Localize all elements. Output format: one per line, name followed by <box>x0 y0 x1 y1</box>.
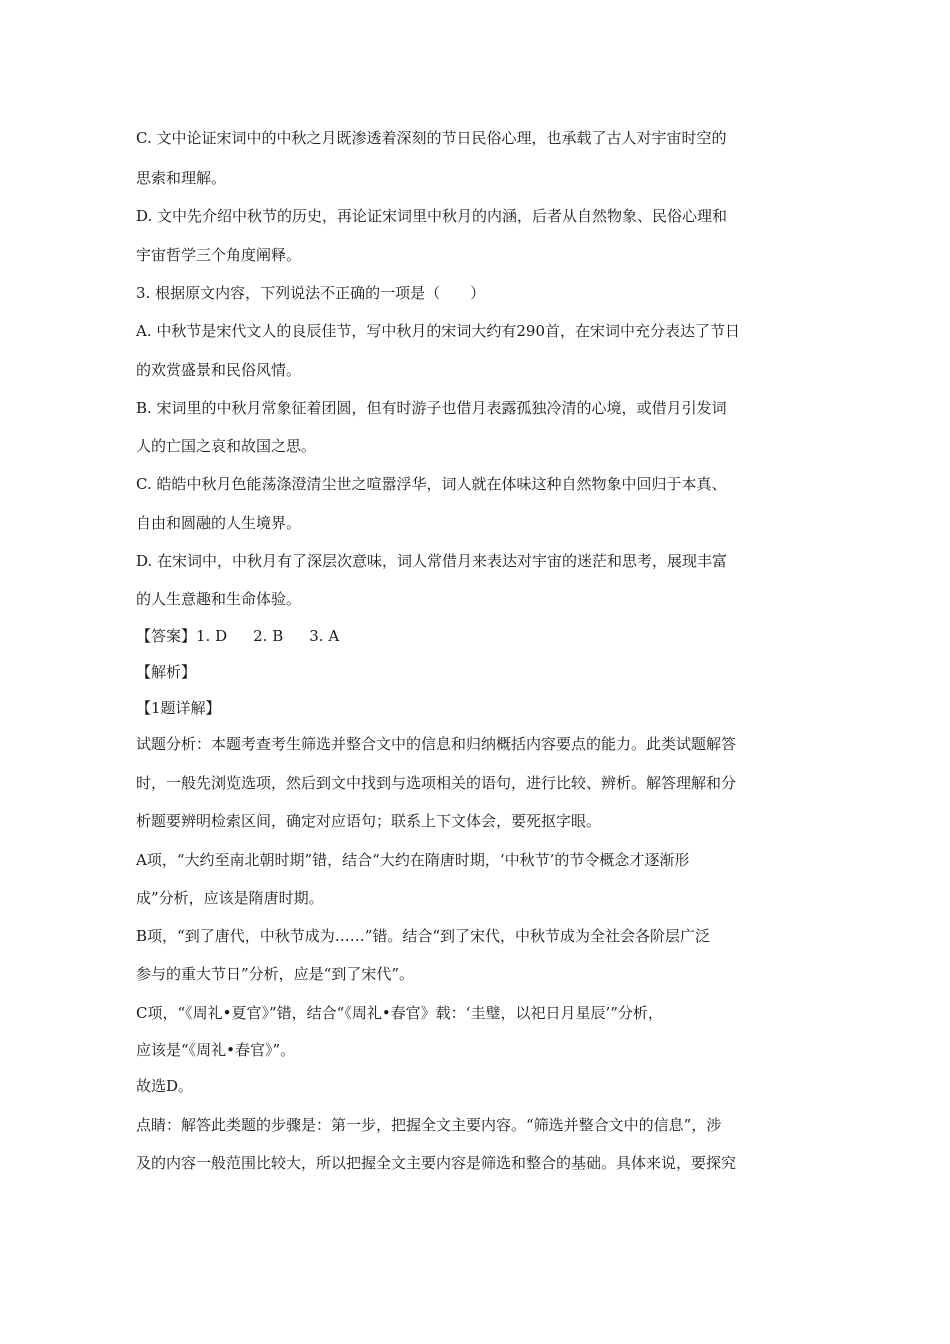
answer-3: 3. A <box>309 627 340 645</box>
q3-option-c-line-1: C. 皓皓中秋月色能荡涤澄清尘世之喧嚣浮华，词人就在体味这种自然物象中回归于本真、 <box>136 475 727 493</box>
item-a-line-2: 成”分析，应该是隋唐时期。 <box>136 889 324 907</box>
analysis-heading: 【解析】 <box>136 663 197 681</box>
answer-line <box>136 626 339 646</box>
q3-option-d-line-1: D. 在宋词中，中秋月有了深层次意味，词人常借月来表达对宇宙的迷茫和思考，展现丰富 <box>136 552 728 570</box>
q3-option-a-line-2: 的欢赏盛景和民俗风情。 <box>136 361 302 379</box>
answer-1: 1. D <box>196 627 228 645</box>
item-b-line-1: B项，“到了唐代，中秋节成为……”错。结合“到了宋代，中秋节成为全社会各阶层广泛 <box>136 927 711 945</box>
option-d-line-1: D. 文中先介绍中秋节的历史，再论证宋词里中秋月的内涵，后者从自然物象、民俗心理和 <box>136 207 728 225</box>
item-b-line-2: 参与的重大节日”分析，应是“到了宋代”。 <box>136 965 415 983</box>
q1-detail-heading: 【1题详解】 <box>136 699 221 717</box>
answer-label: 【答案】 <box>136 627 197 645</box>
tip-line-1: 点睛：解答此类题的步骤是：第一步，把握全文主要内容。“筛选并整合文中的信息”，涉 <box>136 1116 722 1134</box>
question-3-stem: 3. 根据原文内容，下列说法不正确的一项是（ ） <box>136 284 486 302</box>
q3-option-b-line-2: 人的亡国之哀和故国之思。 <box>136 437 317 455</box>
answer-2: 2. B <box>253 627 284 645</box>
analysis-para-line-1: 试题分析：本题考查考生筛选并整合文中的信息和归纳概括内容要点的能力。此类试题解答 <box>136 735 737 753</box>
item-c-line-2: 应该是“《周礼•春官》”。 <box>136 1041 296 1059</box>
choice-conclusion: 故选D。 <box>136 1077 194 1095</box>
tip-line-2: 及的内容一般范围比较大，所以把握全文主要内容是筛选和整合的基础。具体来说，要探究 <box>136 1154 737 1172</box>
q3-option-d-line-2: 的人生意趣和生命体验。 <box>136 590 302 608</box>
q3-option-a-line-1: A. 中秋节是宋代文人的良辰佳节，写中秋月的宋词大约有290首，在宋词中充分表达了节日 <box>136 322 741 340</box>
analysis-para-line-2: 时，一般先浏览选项，然后到文中找到与选项相关的语句，进行比较、辨析。解答理解和分 <box>136 774 737 792</box>
q3-option-b-line-1: B. 宋词里的中秋月常象征着团圆，但有时游子也借月表露孤独冷清的心境，或借月引发词 <box>136 399 727 417</box>
q3-option-c-line-2: 自由和圆融的人生境界。 <box>136 514 302 532</box>
item-a-line-1: A项，“大约至南北朝时期”错，结合“大约在隋唐时期，‘中秋节’的节令概念才逐渐形 <box>136 851 690 869</box>
item-c-line-1: C项，“《周礼•夏官》”错，结合“《周礼•春官》载：‘圭璧，以祀日月星辰’”分析， <box>136 1004 663 1022</box>
option-c-line-1: C. 文中论证宋词中的中秋之月既渗透着深刻的节日民俗心理，也承载了古人对宇宙时空的 <box>136 129 727 147</box>
option-c-line-2: 思索和理解。 <box>136 169 227 187</box>
option-d-line-2: 宇宙哲学三个角度阐释。 <box>136 246 302 264</box>
analysis-para-line-3: 析题要辨明检索区间，确定对应语句；联系上下文体会，要死抠字眼。 <box>136 812 602 830</box>
